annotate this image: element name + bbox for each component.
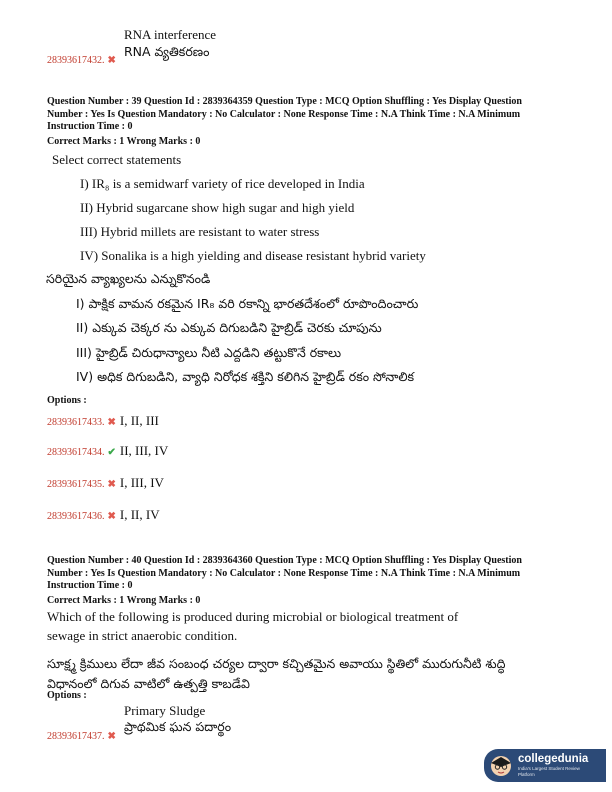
logo-name: collegedunia bbox=[518, 753, 589, 765]
collegedunia-logo bbox=[484, 749, 606, 782]
prev-option-text-te: RNA వ్యతికరణం bbox=[124, 44, 210, 59]
wrong-icon: ✖ bbox=[107, 731, 116, 742]
question-40-meta: Question Number : 40 Question Id : 2839364360 Question Type : MCQ Option Shuffling : Yes Display Question Number : Yes Is Question Mandatory : No Calculator : None Response Time : N.A Think Time : N.A Minimum Instruction Time : 0 bbox=[47, 555, 522, 591]
check-icon: ✔ bbox=[107, 447, 116, 458]
wrong-icon: ✖ bbox=[107, 511, 116, 522]
statement-te-4: IV) అధిక దిగుబడిని, వ్యాధి నిరోధక శక్తిని కలిగిన హైబ్రిడ్ రకం సోనాలిక bbox=[76, 369, 415, 384]
logo-tagline: India's Largest Student Review Platform bbox=[518, 766, 580, 777]
option-id: 28393617432. bbox=[47, 55, 105, 66]
option-id: 28393617436. bbox=[47, 511, 105, 522]
option-text: I, II, III bbox=[119, 413, 159, 428]
option-row[interactable] bbox=[47, 506, 160, 524]
option-text: I, II, IV bbox=[119, 507, 160, 522]
prev-option-text-en: RNA interference bbox=[124, 27, 217, 42]
option-id: 28393617437. bbox=[47, 731, 105, 742]
option-row[interactable] bbox=[47, 442, 168, 460]
student-avatar-icon bbox=[488, 752, 514, 778]
statement-te-3: III) హైబ్రిడ్ చిరుధాన్యాలు నీటి ఎద్దడిని తట్టుకొనే రకాలు bbox=[76, 345, 342, 360]
statement-en-2: II) Hybrid sugarcane show high sugar and high yield bbox=[80, 200, 355, 215]
question-39-prompt-te: సరియైన వ్యాఖ్యలను ఎన్నుకొనండి bbox=[46, 271, 211, 286]
statement-te-2: II) ఎక్కువ చెక్కర ను ఎక్కువ దిగుబడిని హైబ్రిడ్ చెరకు చూపును bbox=[76, 320, 382, 335]
wrong-icon: ✖ bbox=[107, 479, 116, 490]
prev-option-row bbox=[47, 50, 116, 68]
wrong-icon: ✖ bbox=[107, 55, 116, 66]
option-id: 28393617434. bbox=[47, 447, 105, 458]
option-id: 28393617435. bbox=[47, 479, 105, 490]
statement-en-4: IV) Sonalika is a high yielding and disease resistant hybrid variety bbox=[80, 248, 426, 263]
question-39-meta: Question Number : 39 Question Id : 2839364359 Question Type : MCQ Option Shuffling : Yes Display Question Number : Yes Is Question Mandatory : No Calculator : None Response Time : N.A Think Time : N.A Minimum Instruction Time : 0 bbox=[47, 96, 522, 132]
statement-te-1: I) పాక్షిక వామన రకమైన IR₈ వరి రకాన్ని భారతదేశంలో రూపొందించారు bbox=[76, 296, 419, 311]
option-id: 28393617433. bbox=[47, 417, 105, 428]
question-40-marks: Correct Marks : 1 Wrong Marks : 0 bbox=[47, 595, 201, 606]
option-text: II, III, IV bbox=[119, 443, 169, 458]
question-40-prompt-en: Which of the following is produced during microbial or biological treatment of sewage in strict anaerobic condition. bbox=[47, 609, 459, 643]
option-row[interactable] bbox=[47, 412, 159, 430]
statement-en-1: I) IR₈ is a semidwarf variety of rice developed in India bbox=[80, 176, 365, 191]
option-text-te: ప్రాథమిక ఘన పదార్థం bbox=[124, 719, 232, 734]
question-39-marks: Correct Marks : 1 Wrong Marks : 0 bbox=[47, 136, 201, 147]
wrong-icon: ✖ bbox=[107, 417, 116, 428]
question-39-options-label: Options : bbox=[47, 395, 87, 406]
option-row[interactable] bbox=[47, 726, 116, 744]
question-40-options-label: Options : bbox=[47, 690, 87, 701]
question-39-prompt-en: Select correct statements bbox=[52, 152, 182, 167]
option-row[interactable] bbox=[47, 474, 164, 492]
option-text-en: Primary Sludge bbox=[124, 703, 206, 718]
option-text: I, III, IV bbox=[119, 475, 164, 490]
question-40-prompt-te: సూక్ష్మ క్రిములు లేదా జీవ సంబంధ చర్యల ద్వారా కచ్చితమైన అవాయు స్థితిలో మురుగునీటి శుద్ధి విధానంలో దిగువ వాటిలో ఉత్పత్తి కాబడేవి bbox=[47, 656, 506, 691]
statement-en-3: III) Hybrid millets are resistant to water stress bbox=[80, 224, 320, 239]
logo-badge bbox=[484, 749, 606, 782]
